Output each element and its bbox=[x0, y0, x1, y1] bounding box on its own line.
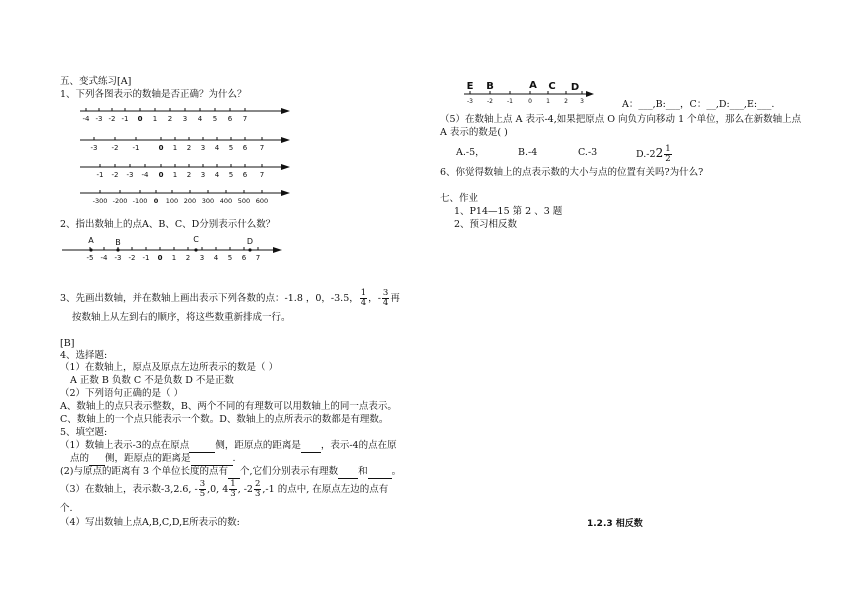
fraction-numerator: 3 bbox=[199, 479, 206, 489]
point-a-dot bbox=[89, 248, 92, 251]
axis2-tick: 4 bbox=[214, 144, 220, 152]
question-3-suffix: 再 bbox=[390, 293, 400, 304]
axis1-tick: -2 bbox=[108, 115, 116, 123]
point-label-d: D bbox=[570, 82, 580, 93]
answer-blank[interactable] bbox=[191, 453, 233, 466]
q5-3-text-b: ,0, 4 bbox=[207, 484, 229, 495]
axis4-tick: 100 bbox=[165, 197, 179, 205]
question-1-text: 1、下列各图表示的数轴是否正确？为什么？ bbox=[60, 89, 247, 100]
fraction-numerator: 3 bbox=[382, 288, 389, 298]
fraction-denominator: 4 bbox=[360, 298, 367, 308]
question-4-1-text: （1）在数轴上，原点及原点左边所表示的数是（ ） bbox=[60, 362, 279, 373]
axis4-tick: -300 bbox=[92, 197, 108, 205]
point-label-b: B bbox=[486, 81, 494, 92]
fraction-numerator: 2 bbox=[254, 479, 261, 489]
number-line-4 bbox=[78, 188, 294, 208]
q5-1-line2-b: 侧，距原点的距离是 bbox=[105, 453, 191, 464]
axis5-tick: 6 bbox=[241, 254, 247, 262]
question-4-2-text: （2）下列语句正确的是（ ） bbox=[60, 388, 184, 399]
next-section-title: 1.2.3 相反数 bbox=[587, 519, 643, 529]
question-3-line-1 bbox=[60, 286, 400, 312]
section-7-heading: 七、作业 bbox=[440, 193, 479, 204]
q5-3-text-d: ,-1 的点中, 在原点左边的点有 bbox=[262, 484, 389, 495]
axis4-tick: -100 bbox=[132, 197, 148, 205]
axis1-tick: 2 bbox=[167, 115, 173, 123]
axis2-tick: 3 bbox=[200, 144, 206, 152]
right-axis-tick: -2 bbox=[487, 98, 493, 105]
question-3-minus: - bbox=[377, 293, 381, 304]
axis2-tick: -1 bbox=[132, 144, 140, 152]
q5-3-text-c: , -2 bbox=[237, 484, 253, 495]
q5-3-text-a: （3）在数轴上，表示数-3,2.6, - bbox=[60, 484, 198, 495]
fraction-one-half bbox=[664, 145, 671, 164]
fraction-three-fifths bbox=[199, 480, 206, 499]
question-3-line-2: 按数轴上从左到右的顺序，将这些数重新排成一行。 bbox=[72, 312, 291, 323]
axis4-tick: 500 bbox=[237, 197, 251, 205]
axis5-tick: -5 bbox=[86, 254, 94, 262]
axis1-tick: 4 bbox=[197, 115, 203, 123]
fraction-denominator: 5 bbox=[199, 489, 206, 499]
fraction-two-thirds bbox=[254, 480, 261, 499]
axis2-tick: -2 bbox=[111, 144, 119, 152]
axis4-tick: 0 bbox=[153, 197, 159, 205]
axis3-tick: 3 bbox=[200, 171, 206, 179]
question-5-1-line-2 bbox=[70, 453, 236, 466]
answer-blank[interactable] bbox=[301, 440, 321, 453]
q5-2-text-c: 和 bbox=[358, 466, 368, 477]
axis3-tick: 0 bbox=[158, 171, 164, 179]
axis2-tick: 6 bbox=[242, 144, 248, 152]
axis4-tick: 600 bbox=[255, 197, 269, 205]
homework-item-1: 1、P14—15 第 2 、3 题 bbox=[454, 206, 563, 217]
fraction-denominator: 4 bbox=[382, 298, 389, 308]
axis2-tick: 5 bbox=[228, 144, 234, 152]
question-4-2-option-line-1: A、数轴上的点只表示整数，B、两个不同的有理数可以用数轴上的同一点表示。 bbox=[60, 401, 397, 412]
fraction-one-third bbox=[229, 480, 236, 499]
point-b-dot bbox=[116, 248, 119, 251]
point-label-a: A bbox=[88, 236, 94, 245]
axis4-tick: 300 bbox=[201, 197, 215, 205]
axis5-tick: 5 bbox=[227, 254, 233, 262]
q5-2-text-d: 。 bbox=[391, 466, 402, 477]
point-label-d: D bbox=[246, 237, 254, 246]
fraction-denominator: 3 bbox=[230, 489, 236, 499]
axis5-tick: 2 bbox=[185, 254, 191, 262]
question-6-text: 6、你觉得数轴上的点表示数的大小与点的位置有关吗?为什么? bbox=[440, 167, 704, 178]
option-c: C.-3 bbox=[578, 147, 598, 158]
section-5-heading: 五、变式练习[A] bbox=[60, 76, 132, 87]
option-d-prefix: D.-2 bbox=[636, 149, 656, 160]
axis3-tick: 1 bbox=[172, 171, 178, 179]
point-d-dot bbox=[248, 248, 251, 251]
right-axis-tick: 0 bbox=[528, 98, 532, 105]
option-d bbox=[636, 141, 673, 165]
question-4-1-options: A 正数 B 负数 C 不是负数 D 不是正数 bbox=[70, 375, 234, 386]
axis1-tick: 5 bbox=[212, 115, 218, 123]
right-axis-tick: 3 bbox=[580, 98, 584, 105]
question-4-2-option-line-2: C、数轴上的一个点只能表示一个数。D、数轴上的点所表示的数都是有理数。 bbox=[60, 414, 389, 425]
axis3-tick: -4 bbox=[141, 171, 149, 179]
axis1-tick: -1 bbox=[121, 115, 129, 123]
axis1-tick: 7 bbox=[242, 115, 248, 123]
axis1-tick: -4 bbox=[82, 115, 90, 123]
axis2-tick: -3 bbox=[90, 144, 98, 152]
axis2-tick: 0 bbox=[158, 144, 164, 152]
homework-item-2: 2、预习相反数 bbox=[454, 219, 518, 230]
fraction-denominator: 3 bbox=[254, 489, 261, 499]
axis2-tick: 2 bbox=[186, 144, 192, 152]
question-4-text: 4、选择题: bbox=[60, 350, 108, 361]
axis5-tick: 1 bbox=[171, 254, 177, 262]
axis5-tick: 7 bbox=[255, 254, 261, 262]
number-line-right bbox=[462, 78, 596, 106]
right-axis-tick: -1 bbox=[507, 98, 513, 105]
point-c-dot bbox=[194, 248, 197, 251]
answer-blank[interactable] bbox=[89, 453, 105, 466]
question-2-text: 2、指出数轴上的点A、B、C、D分别表示什么数？ bbox=[60, 219, 276, 230]
axis5-tick: 0 bbox=[157, 254, 163, 262]
question-3-separator: ， bbox=[368, 293, 378, 304]
number-line-2 bbox=[78, 135, 294, 155]
fraction-one-quarter bbox=[360, 289, 367, 308]
fraction-numerator: 1 bbox=[360, 288, 367, 298]
q5-1-line2-a: 点的 bbox=[70, 453, 90, 464]
fraction-numerator: 1 bbox=[230, 479, 236, 489]
q5-1-text-c: ，表示-4的点在原 bbox=[320, 440, 397, 451]
right-axis-tick: 2 bbox=[564, 98, 568, 105]
option-d-integer: 2 bbox=[655, 146, 664, 160]
q5-1-line2-c: . bbox=[232, 453, 236, 464]
axis1-tick: 0 bbox=[137, 115, 143, 123]
axis5-tick: 4 bbox=[213, 254, 219, 262]
axis1-tick: 3 bbox=[182, 115, 188, 123]
option-b: B.-4 bbox=[518, 147, 538, 158]
question-5-4-text: （4）写出数轴上点A,B,C,D,E所表示的数: bbox=[60, 517, 240, 528]
axis3-tick: -3 bbox=[126, 171, 134, 179]
question-3-prefix: 3、先画出数轴，并在数轴上画出表示下列各数的点：-1.8 ，0，-3.5， bbox=[60, 293, 359, 304]
axis5-tick: 3 bbox=[199, 254, 205, 262]
axis4-tick: 200 bbox=[183, 197, 197, 205]
axis1-tick: -3 bbox=[95, 115, 103, 123]
axis3-tick: 7 bbox=[259, 171, 265, 179]
axis3-tick: 4 bbox=[214, 171, 220, 179]
axis1-tick: 1 bbox=[152, 115, 158, 123]
q5-1-text-a: （1）数轴上表示-3的点在原点 bbox=[60, 440, 190, 451]
question-5-3-line-2: 个. bbox=[60, 503, 73, 514]
axis1-tick: 6 bbox=[227, 115, 233, 123]
q5-2-text-b: 个,它们分别表示有理数 bbox=[240, 466, 339, 477]
fraction-numerator: 1 bbox=[665, 144, 671, 154]
axis2-tick: 7 bbox=[259, 144, 265, 152]
question-5-1-line-1 bbox=[60, 440, 397, 453]
number-line-3 bbox=[78, 162, 294, 182]
axis3-tick: -1 bbox=[96, 171, 104, 179]
point-label-a: A bbox=[529, 80, 537, 91]
question-5-5-line-1: （5）在数轴上点 A 表示-4,如果把原点 O 向负方向移动 1 个单位，那么在新数轴上点 bbox=[440, 114, 802, 125]
section-b-heading: [B] bbox=[60, 338, 75, 349]
fraction-denominator: 2 bbox=[665, 154, 671, 164]
question-5-text: 5、填空题: bbox=[60, 427, 108, 438]
answer-line-abcde: A：___,B:___，C：__,D:___,E:___. bbox=[622, 99, 775, 110]
axis2-tick: 1 bbox=[172, 144, 178, 152]
number-line-1 bbox=[78, 106, 294, 126]
axis3-tick: 2 bbox=[186, 171, 192, 179]
axis5-tick: -1 bbox=[142, 254, 150, 262]
q5-2-text-a: (2)与原点的距离有 3 个单位长度的点有 bbox=[60, 466, 229, 477]
axis3-tick: 5 bbox=[228, 171, 234, 179]
axis3-tick: -2 bbox=[111, 171, 119, 179]
point-label-e: E bbox=[466, 81, 474, 92]
question-5-5-line-2: A 表示的数是( ) bbox=[440, 127, 508, 138]
option-a: A.-5， bbox=[456, 147, 485, 158]
point-label-c: C bbox=[548, 81, 556, 92]
q5-1-text-b: 侧，距原点的距离是 bbox=[215, 440, 301, 451]
axis5-tick: -3 bbox=[114, 254, 122, 262]
question-5-3-text bbox=[60, 478, 388, 502]
right-axis-tick: 1 bbox=[546, 98, 550, 105]
axis3-tick: 6 bbox=[242, 171, 248, 179]
answer-blank[interactable] bbox=[189, 440, 215, 453]
axis4-tick: 400 bbox=[219, 197, 233, 205]
axis5-tick: -4 bbox=[100, 254, 108, 262]
right-axis-tick: -3 bbox=[467, 98, 473, 105]
axis4-tick: -200 bbox=[112, 197, 128, 205]
point-label-c: C bbox=[193, 235, 199, 244]
number-line-5 bbox=[60, 232, 286, 264]
point-label-b: B bbox=[115, 238, 121, 247]
axis5-tick: -2 bbox=[128, 254, 136, 262]
fraction-three-quarters bbox=[382, 289, 389, 308]
